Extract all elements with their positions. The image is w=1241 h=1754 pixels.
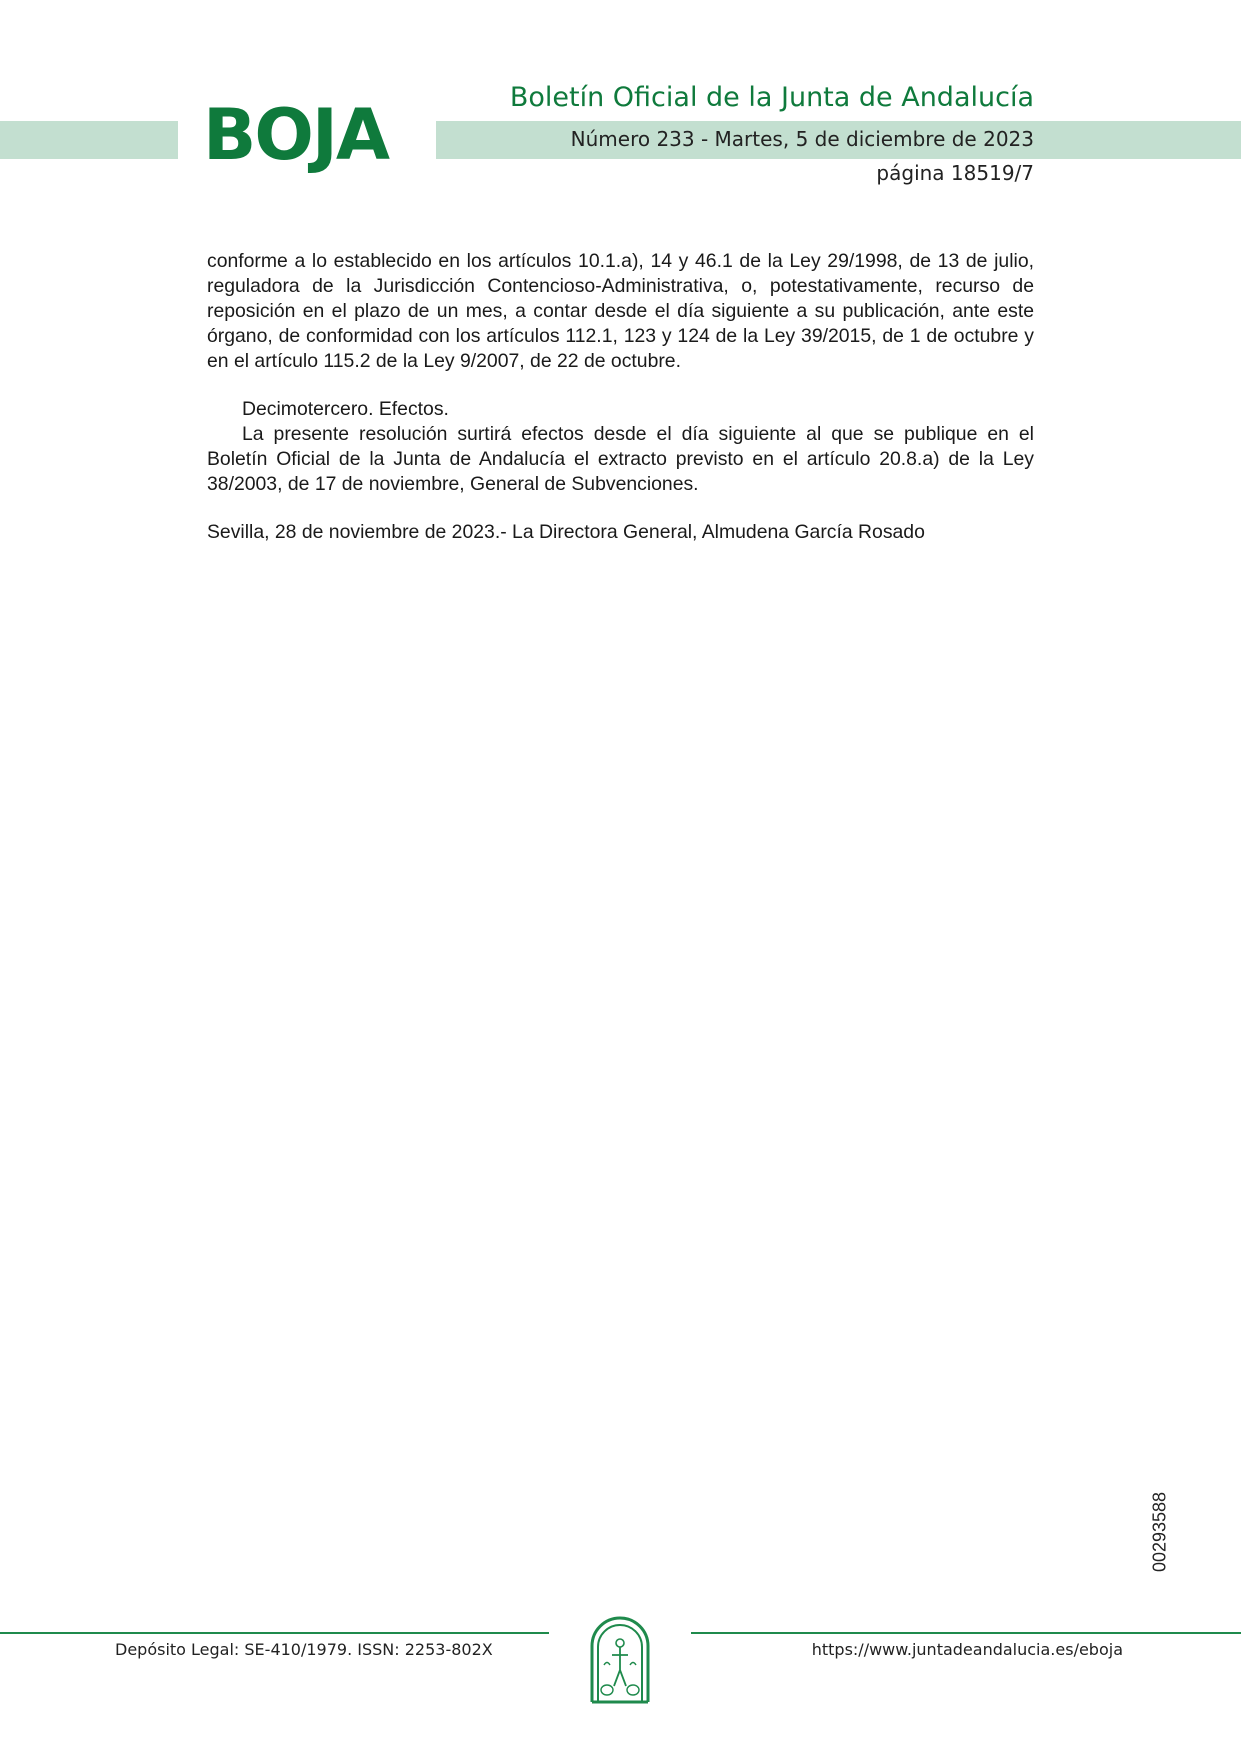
junta-andalucia-emblem-icon <box>587 1610 653 1704</box>
page-number: página 18519/7 <box>876 161 1034 185</box>
paragraph-gap <box>207 374 1034 397</box>
issue-line: Número 233 - Martes, 5 de diciembre de 2023 <box>570 127 1034 151</box>
footer-rule-left <box>0 1632 549 1634</box>
paragraph-gap <box>207 497 1034 520</box>
bulletin-title: Boletín Oficial de la Junta de Andalucía <box>509 82 1034 113</box>
footer-rule-right <box>691 1632 1241 1634</box>
boja-logo: BOJA <box>203 94 389 176</box>
document-id-text: 00293588 <box>1149 1491 1170 1573</box>
footer-url-link[interactable]: https://www.juntadeandalucia.es/eboja <box>811 1640 1123 1659</box>
document-id-vertical <box>1150 1484 1170 1580</box>
signature-line: Sevilla, 28 de noviembre de 2023.- La Directora General, Almudena García Rosado <box>207 521 925 543</box>
section-heading: Decimotercero. Efectos. <box>242 398 449 420</box>
body-paragraph-effects: La presente resolución surtirá efectos desde el día siguiente al que se publique en el Boletín Oficial de la Junta de Andalucía el extracto previsto en el artículo 20.8.a) de la Ley 38/2003, de 17 de noviembre, General de Subvenciones. <box>207 423 1034 495</box>
document-body <box>207 249 1034 545</box>
legal-deposit: Depósito Legal: SE-410/1979. ISSN: 2253-802X <box>115 1640 493 1659</box>
body-paragraph-continuation: conforme a lo establecido en los artículos 10.1.a), 14 y 46.1 de la Ley 29/1998, de 13 de julio, reguladora de la Jurisdicción Contencioso-Administrativa, o, potestativamente, recurso de reposición en el plazo de un mes, a contar desde el día siguiente a su publicación, ante este órgano, de conformidad con los artículos 112.1, 123 y 124 de la Ley 39/2015, de 1 de octubre y en el artículo 115.2 de la Ley 9/2007, de 22 de octubre. <box>207 250 1034 372</box>
header-band-left <box>0 121 178 159</box>
